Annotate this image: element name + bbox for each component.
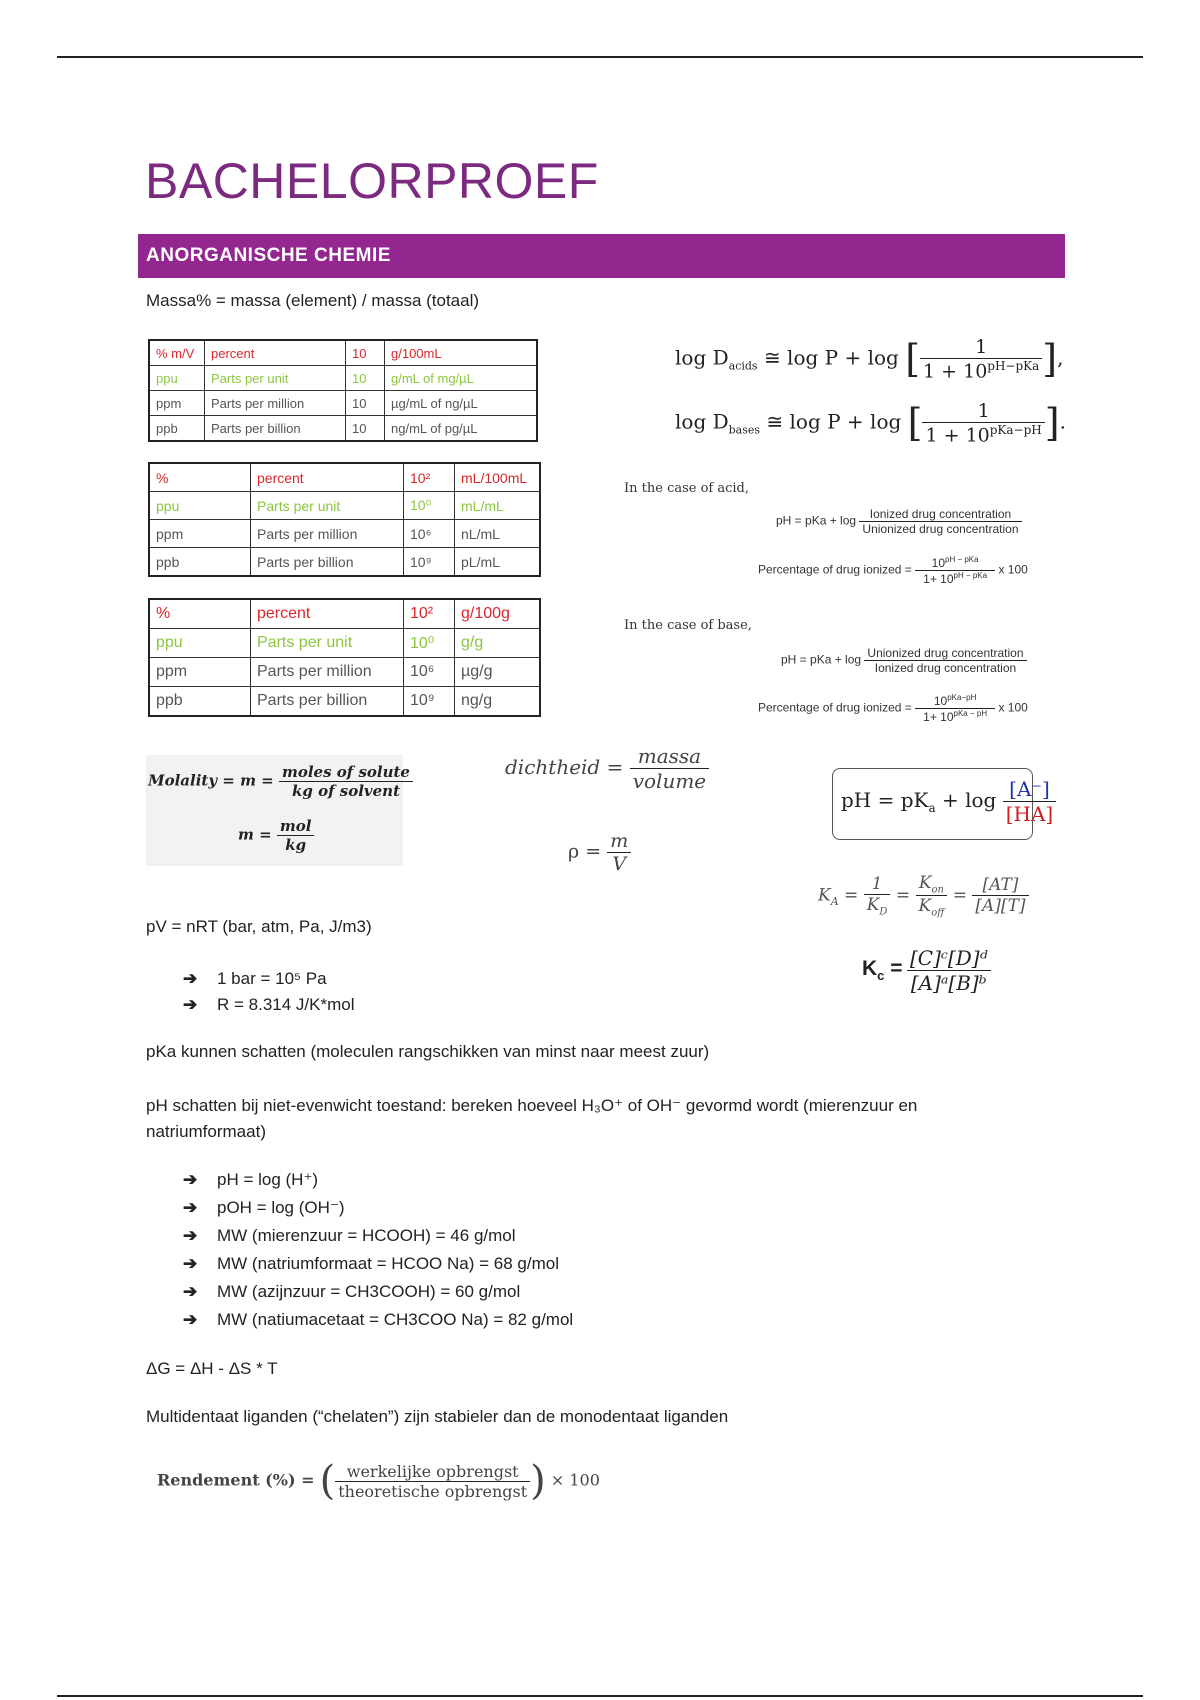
pv-line: pV = nRT (bar, atm, Pa, J/m3) xyxy=(146,917,372,936)
rendement-formula: Rendement (%) = ( $\frac{\text{werkelijke opbrengst}}{\text{theoretische opbrengst}}$ ) × 100 xyxy=(157,1458,600,1504)
table-row: ppb Parts per billion 10 ng/mL of pg/µL xyxy=(149,416,537,442)
multidentate-line: Multidentaat liganden (“chelaten”) zijn stabieler dan de monodentaat liganden xyxy=(146,1407,729,1426)
section-banner: ANORGANISCHE CHEMIE xyxy=(138,234,1065,278)
table-row: ppb Parts per billion 10⁹ pL/mL xyxy=(149,548,540,577)
arrow-icon: ➔ xyxy=(183,1254,198,1273)
logd-acids-formula: $\log D_{acids}$ ≅ log P + log [ $\frac{1}{1 + 10^{pH-pKa}}$ ], xyxy=(675,336,1064,383)
list-item: ➔ pH = log (H⁺) xyxy=(183,1166,573,1194)
ph-estimate-line: pH schatten bij niet-evenwicht toestand: bereken hoeveel H₃O⁺ of OH⁻ gevormd wordt (mierenzuur en natriumformaat) xyxy=(146,1096,918,1141)
table-row: ppu Parts per unit 10⁰ g/g xyxy=(149,629,540,658)
acid-percentage-formula: Percentage of drug ionized = $\frac{10^{pH - pKa}}{1+ 10^{pH - pKa}}$ x 100 xyxy=(758,555,1028,586)
pv-bullet-list xyxy=(183,966,355,1018)
list-item: ➔ R = 8.314 J/K*mol xyxy=(183,992,355,1018)
list-item: ➔ pOH = log (OH⁻) xyxy=(183,1194,573,1222)
list-item: ➔ MW (natriumformaat = HCOO Na) = 68 g/mol xyxy=(183,1250,573,1278)
acid-case-caption: In the case of acid, xyxy=(624,481,750,496)
kc-formula: $K_c$ = $\frac{\text{[C]ᶜ[D]ᵈ}}{\text{[A]ᵃ[B]ᵇ}}$ xyxy=(862,946,991,995)
density-formula: dichtheid = $\frac{\text{massa}}{\text{volume}}$ xyxy=(505,744,709,793)
table-row: ppm Parts per million 10⁶ nL/mL xyxy=(149,520,540,548)
bottom-rule xyxy=(57,1695,1143,1697)
molality-formula: Molality = m = $\frac{\text{moles of solute}}{\text{kg of solvent}}$ m = $\frac{\text{mol}}{kg}$ xyxy=(146,755,403,866)
gibbs-line: ΔG = ΔH - ΔS * T xyxy=(146,1359,278,1378)
list-item: ➔ 1 bar = 10⁵ Pa xyxy=(183,966,355,992)
rho-formula: ρ = $\frac{m}{V}$ xyxy=(568,830,631,875)
table-row: ppm Parts per million 10 µg/mL of ng/µL xyxy=(149,391,537,416)
henderson-formula: pH = $pK_a + \log$ $\frac{[A^-]}{[HA]}$ xyxy=(832,768,1033,840)
table-row: ppb Parts per billion 10⁹ ng/g xyxy=(149,687,540,717)
table-row: ppu Parts per unit 10⁰ mL/mL xyxy=(149,492,540,520)
pka-line: pKa kunnen schatten (moleculen rangschikken van minst naar meest zuur) xyxy=(146,1042,710,1061)
arrow-icon: ➔ xyxy=(183,1226,198,1245)
arrow-icon: ➔ xyxy=(183,1198,198,1217)
page-title: BACHELORPROEF xyxy=(145,153,599,209)
list-item: ➔ MW (natiumacetaat = CH3COO Na) = 82 g/mol xyxy=(183,1306,573,1334)
base-case-caption: In the case of base, xyxy=(624,618,752,633)
ka-formula: $K_A$ = $\frac{1}{K_D}$ = $\frac{K_{on}}{K_{off}}$ = $\frac{[AT]}{[A][T]}$ xyxy=(818,873,1029,919)
table-row: ppu Parts per unit 10 g/mL of mg/µL xyxy=(149,366,537,391)
list-item: ➔ MW (azijnzuur = CH3COOH) = 60 g/mol xyxy=(183,1278,573,1306)
concentration-table-1 xyxy=(148,339,538,442)
table-row: ppm Parts per million 10⁶ µg/g xyxy=(149,658,540,687)
arrow-icon: ➔ xyxy=(183,1282,198,1301)
list-item: ➔ MW (mierenzuur = HCOOH) = 46 g/mol xyxy=(183,1222,573,1250)
table-row: % percent 10² g/100g xyxy=(149,599,540,629)
concentration-table-2 xyxy=(148,462,541,577)
concentration-table-3 xyxy=(148,598,541,717)
acid-ph-formula: pH = pKa + log $\frac{\text{Ionized drug concentration}}{\text{Unionized drug concentration}}$ xyxy=(776,507,1022,536)
arrow-icon: ➔ xyxy=(183,1170,198,1189)
ph-bullet-list xyxy=(183,1166,573,1334)
arrow-icon: ➔ xyxy=(183,1310,198,1329)
top-rule xyxy=(57,56,1143,58)
base-ph-formula: pH = pKa + log $\frac{\text{Unionized drug concentration}}{\text{Ionized drug concentration}}$ xyxy=(781,646,1027,675)
arrow-icon: ➔ xyxy=(183,995,198,1014)
table-row: % percent 10² mL/100mL xyxy=(149,463,540,492)
table-row: % m/V percent 10 g/100mL xyxy=(149,340,537,366)
logd-bases-formula: $\log D_{bases}$ ≅ log P + log [ $\frac{1}{1 + 10^{pKa-pH}}$ ]. xyxy=(675,400,1066,447)
base-percentage-formula: Percentage of drug ionized = $\frac{10^{pKa-pH}}{1+ 10^{pKa - pH}}$ x 100 xyxy=(758,693,1028,724)
arrow-icon: ➔ xyxy=(183,969,198,988)
massa-formula: Massa% = massa (element) / massa (totaal) xyxy=(146,291,480,310)
